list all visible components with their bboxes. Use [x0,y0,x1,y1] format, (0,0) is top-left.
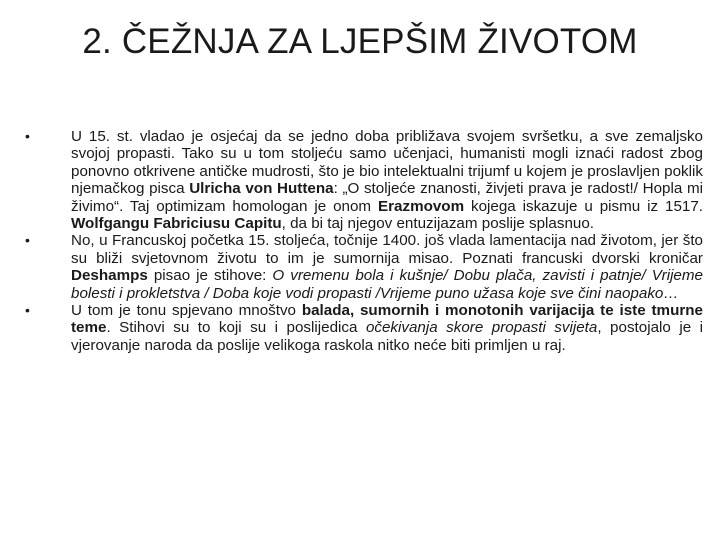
bullet-icon: • [25,232,30,249]
text-segment: No, u Francuskoj početka 15. stoljeća, točnije 1400. još vlada lamentacija nad životom, jer što su bliži svjetovnom životu to im je sumornija misao. Poznati francuski dvorski kroničar [71,232,703,267]
emphasis-name: Deshamps [71,267,148,285]
slide-title: 2. ČEŽNJA ZA LJEPŠIM ŽIVOTOM [82,22,638,61]
bullet-item [25,302,703,354]
text-segment: . Stihovi su to koji su i poslijedica [106,319,366,337]
emphasis-name: Wolfgangu Fabriciusu Capitu [71,215,282,233]
bullet-icon: • [25,302,30,319]
bullet-list [25,128,703,354]
text-segment: kojega iskazuje u pismu iz 1517. [464,197,703,215]
text-segment: U 15. st. vladao je osjećaj da se jedno doba približava svojem svršetku, a sve zemaljsko svojoj propasti. Tako su u tom stoljeću samo učenjaci, humanisti mogli iznaći radost zbog ponovno otkrivene antičke mudrosti, što je bio intelektualni trijumf u kojem je proslavljen poklik njemačkog pisca [71,128,703,198]
bullet-icon: • [25,128,30,144]
emphasis-name: Ulricha von Huttena [189,180,334,198]
text-segment: U tom je tonu spjevano mnoštvo [71,302,302,320]
text-segment: , postojalo je i vjerovanje naroda da poslije velikoga raskola nitko neće biti primljen u raj. [71,319,704,354]
emphasis-italic: očekivanja skore propasti svijeta [365,319,598,337]
text-segment: , da bi taj njegov entuzijazam poslije splasnuo. [281,215,595,233]
quoted-verse: O vremenu bola i kušnje/ Dobu plača, zavisti i patnje/ Vrijeme bolesti i prokletstva / Doba koje vodi propasti /Vrijeme puno užasa koje sve čini naopako… [71,267,703,302]
text-segment: pisao je stihove: [147,267,273,285]
emphasis-name: Erazmovom [377,197,465,215]
bullet-item [25,128,703,232]
text-segment: : „O stoljeće znanosti, živjeti prava je radost!/ Hopla mi živimo“. Taj optimizam homologan je onom [71,180,703,215]
bullet-item [25,232,703,302]
bullet-text [71,232,703,301]
bullet-text [71,128,703,232]
bullet-text [71,302,703,354]
emphasis-phrase: balada, sumornih i monotonih varijacija te iste tmurne teme [71,302,703,337]
